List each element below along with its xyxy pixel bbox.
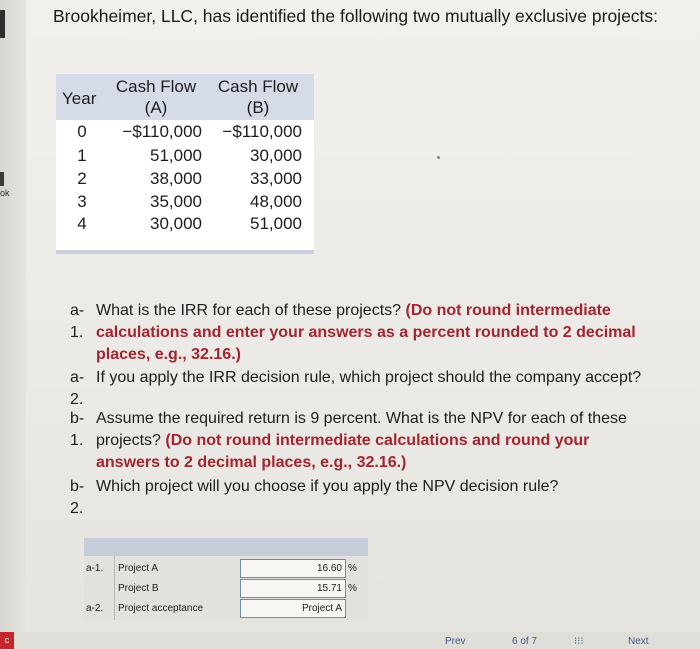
project-acceptance-value: Project A: [301, 603, 342, 614]
cash-flow-a-cell: −$110,000: [122, 122, 202, 141]
year-cell: 2: [77, 169, 87, 188]
header-b-line1: Cash Flow: [217, 77, 299, 96]
grid-icon[interactable]: ⁝⁝⁝: [574, 636, 584, 647]
cash-flow-b-cell: 48,000: [250, 192, 302, 211]
header-year: Year: [62, 89, 97, 108]
irr-project-a-value: 16.60: [316, 563, 342, 574]
paper-speck: [437, 156, 440, 159]
question-b1-text: Assume the required return is 9 percent. What is the NPV for each of these projects?: [96, 410, 627, 449]
question-a1-note: (Do not round intermediate calculations and enter your answers as a percent rounded to 2 decimal places, e.g., 32.16.): [96, 302, 636, 363]
header-b-line2: (B): [246, 98, 270, 117]
question-label: b- 2.: [70, 478, 85, 517]
question-label: a- 2.: [70, 369, 85, 408]
header-cash-flow-a: [111, 76, 201, 118]
question-label: b- 1.: [70, 410, 85, 449]
cash-flow-b-cell: 33,000: [250, 169, 302, 188]
irr-project-b-input[interactable]: [240, 579, 346, 598]
header-a-line2: (A): [144, 98, 168, 117]
cash-flow-b-cell: 30,000: [250, 146, 302, 165]
answer-code-a2: a-2.: [86, 603, 104, 614]
cash-flow-a-cell: 38,000: [150, 169, 202, 188]
year-cell: 0: [77, 122, 87, 141]
left-edge-panel: [0, 0, 26, 649]
cash-flow-b-cell: 51,000: [250, 214, 302, 233]
question-a2-text: If you apply the IRR decision rule, which project should the company accept?: [96, 369, 642, 386]
cash-flow-b-cell: −$110,000: [222, 122, 302, 141]
percent-sign: %: [348, 583, 357, 594]
problem-statement: Brookheimer, LLC, has identified the following two mutually exclusive projects:: [53, 6, 659, 26]
page-indicator: 6 of 7: [512, 636, 538, 647]
header-a-line1: Cash Flow: [115, 77, 197, 96]
year-cell: 3: [77, 192, 87, 211]
question-text: [96, 300, 656, 366]
edge-marker-2: [0, 172, 4, 186]
answer-table: [84, 538, 368, 620]
cash-flow-table-header: [56, 74, 314, 120]
cash-flow-a-cell: 35,000: [150, 192, 202, 211]
question-b2-text: Which project will you choose if you apply the NPV decision rule?: [96, 478, 559, 495]
corner-badge: c: [0, 632, 14, 649]
answer-row-project-b: [84, 579, 368, 598]
prev-button[interactable]: Prev: [445, 636, 466, 647]
bottom-navigation-bar: [0, 632, 700, 649]
year-cell: 1: [77, 146, 87, 165]
table-row: [56, 122, 314, 144]
answer-row-project-a: [84, 559, 368, 578]
answer-code-a1: a-1.: [86, 563, 104, 574]
question-a1-text: What is the IRR for each of these projects?: [96, 302, 402, 319]
irr-project-b-value: 15.71: [316, 583, 342, 594]
acceptance-label: Project acceptance: [118, 603, 204, 614]
cash-flow-a-cell: 30,000: [150, 214, 202, 233]
header-cash-flow-b: [213, 76, 303, 118]
cash-flow-table: [56, 74, 314, 254]
percent-sign: %: [348, 563, 357, 574]
question-b1-note: (Do not round intermediate calculations and round your answers to 2 decimal places, e.g., 32.16.): [96, 432, 590, 471]
next-button[interactable]: Next: [628, 636, 649, 647]
question-label: a- 1.: [70, 302, 85, 341]
cash-flow-a-cell: 51,000: [150, 146, 202, 165]
edge-cut-text: ok: [0, 188, 10, 198]
answer-row-acceptance: [84, 599, 368, 618]
project-a-label: Project A: [118, 563, 159, 574]
table-row: [56, 169, 314, 191]
project-acceptance-select[interactable]: [240, 599, 346, 618]
table-row: [56, 192, 314, 214]
table-row: [56, 146, 314, 168]
irr-project-a-input[interactable]: [240, 559, 346, 578]
edge-marker: [0, 10, 5, 38]
question-text: [96, 408, 656, 474]
year-cell: 4: [77, 214, 87, 233]
project-b-label: Project B: [118, 583, 159, 594]
table-row: [56, 214, 314, 236]
